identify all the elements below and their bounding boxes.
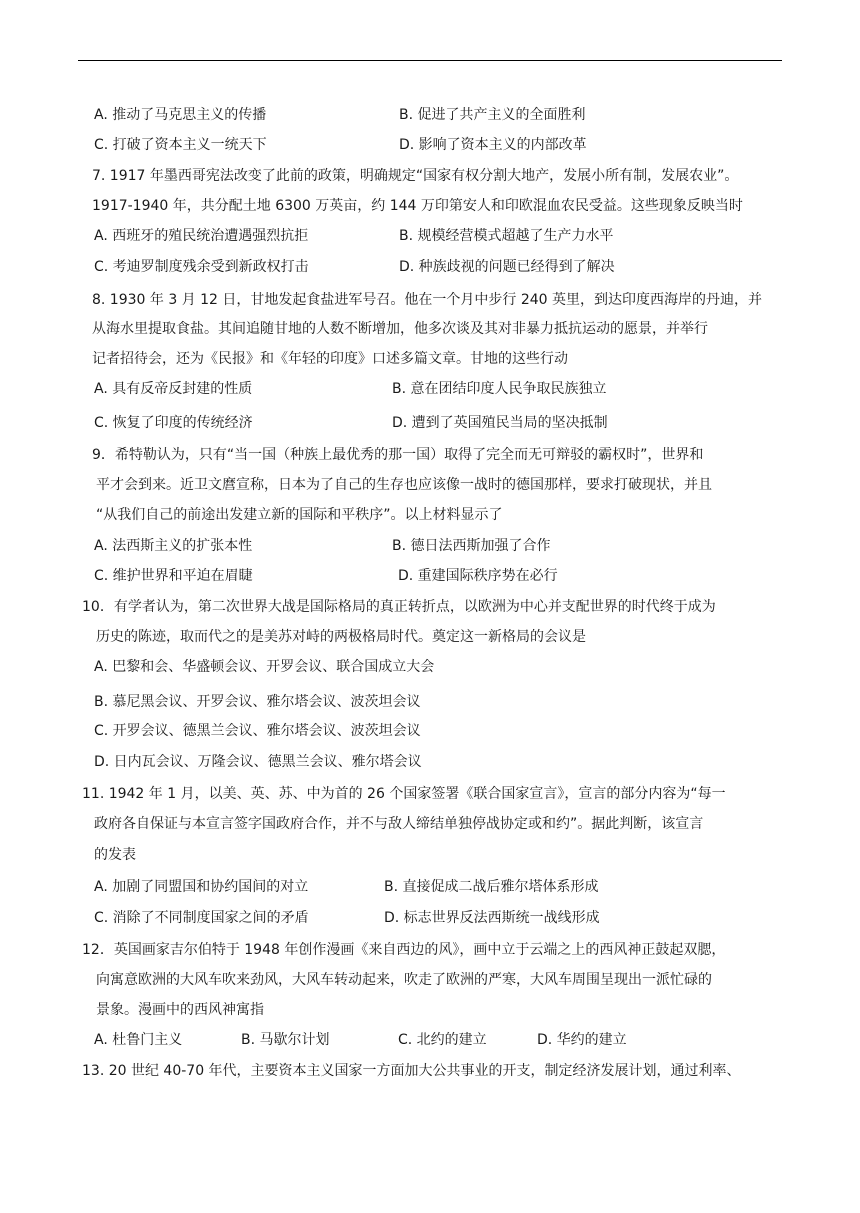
q12-option-a: A. 杜鲁门主义	[94, 1032, 183, 1048]
q6-option-b: B. 促进了共产主义的全面胜利	[399, 107, 586, 123]
q9-option-b: B. 德日法西斯加强了合作	[392, 538, 551, 554]
q8-option-c: C. 恢复了印度的传统经济	[94, 415, 253, 431]
q9-option-c: C. 维护世界和平迫在眉睫	[94, 568, 253, 584]
q9-stem-line-3: “从我们自己的前途出发建立新的国际和平秩序”。以上材料显示了	[96, 507, 503, 523]
q8-stem-line-2: 从海水里提取食盐。其间追随甘地的人数不断增加，他多次谈及其对非暴力抵抗运动的愿景，并举行	[92, 321, 708, 337]
q12-option-c: C. 北约的建立	[398, 1032, 487, 1048]
q8-option-a: A. 具有反帝反封建的性质	[94, 381, 253, 397]
q8-stem-line-1: 8. 1930 年 3 月 12 日，甘地发起食盐进军号召。他在一个月中步行 240 英里，到达印度西海岸的丹迪，并	[92, 292, 763, 308]
q7-stem-line-1: 7. 1917 年墨西哥宪法改变了此前的政策，明确规定“国家有权分割大地产，发展小所有制，发展农业”。	[92, 168, 739, 184]
q12-option-d: D. 华约的建立	[537, 1032, 627, 1048]
q7-option-c: C. 考迪罗制度残余受到新政权打击	[94, 259, 309, 275]
q11-stem-line-1: 11. 1942 年 1 月，以美、英、苏、中为首的 26 个国家签署《联合国家宣言》，宣言的部分内容为“每一	[82, 786, 726, 802]
q11-stem-line-2: 政府各自保证与本宣言签字国政府合作，并不与敌人缔结单独停战协定或和约”。据此判断，该宣言	[94, 816, 704, 832]
q11-option-d: D. 标志世界反法西斯统一战线形成	[384, 910, 600, 926]
q10-option-b: B. 慕尼黑会议、开罗会议、雅尔塔会议、波茨坦会议	[94, 694, 421, 710]
q7-stem-line-2: 1917-1940 年，共分配土地 6300 万英亩，约 144 万印第安人和印欧混血农民受益。这些现象反映当时	[92, 198, 743, 214]
q6-option-d: D. 影响了资本主义的内部改革	[399, 137, 587, 153]
header-rule	[78, 60, 782, 61]
q10-option-c: C. 开罗会议、德黑兰会议、雅尔塔会议、波茨坦会议	[94, 723, 421, 739]
q11-stem-line-3: 的发表	[94, 847, 136, 863]
q12-stem-line-1: 12．英国画家吉尔伯特于 1948 年创作漫画《来自西边的风》，画中立于云端之上的西风神正鼓起双腮，	[82, 942, 726, 958]
q9-option-d: D. 重建国际秩序势在必行	[398, 568, 558, 584]
q9-option-a: A. 法西斯主义的扩张本性	[94, 538, 253, 554]
q10-stem-line-1: 10．有学者认为，第二次世界大战是国际格局的真正转折点，以欧洲为中心并支配世界的时代终于成为	[82, 599, 716, 615]
q8-stem-line-3: 记者招待会，还为《民报》和《年轻的印度》口述多篇文章。甘地的这些行动	[92, 351, 568, 367]
q6-option-a: A. 推动了马克思主义的传播	[94, 107, 267, 123]
q12-stem-line-2: 向寓意欧洲的大风车吹来劲风，大风车转动起来，吹走了欧洲的严寒，大风车周围呈现出一派忙碌的	[96, 972, 712, 988]
q10-option-a: A. 巴黎和会、华盛顿会议、开罗会议、联合国成立大会	[94, 659, 435, 675]
q10-stem-line-2: 历史的陈迹，取而代之的是美苏对峙的两极格局时代。奠定这一新格局的会议是	[96, 629, 586, 645]
q8-option-b: B. 意在团结印度人民争取民族独立	[392, 381, 607, 397]
q7-option-d: D. 种族歧视的问题已经得到了解决	[399, 259, 615, 275]
q7-option-a: A. 西班牙的殖民统治遭遇强烈抗拒	[94, 228, 309, 244]
q9-stem-line-2: 平才会到来。近卫文麿宣称，日本为了自己的生存也应该像一战时的德国那样，要求打破现状，并且	[96, 477, 712, 493]
q7-option-b: B. 规模经营模式超越了生产力水平	[399, 228, 614, 244]
q11-option-a: A. 加剧了同盟国和协约国间的对立	[94, 879, 309, 895]
q10-option-d: D. 日内瓦会议、万隆会议、德黑兰会议、雅尔塔会议	[94, 754, 422, 770]
q13-stem-line-1: 13. 20 世纪 40-70 年代，主要资本主义国家一方面加大公共事业的开支，制定经济发展计划，通过利率、	[82, 1063, 741, 1079]
q8-option-d: D. 遭到了英国殖民当局的坚决抵制	[392, 415, 608, 431]
q9-stem-line-1: 9．希特勒认为，只有“当一国（种族上最优秀的那一国）取得了完全而无可辩驳的霸权时”，世界和	[92, 447, 704, 463]
q6-option-c: C. 打破了资本主义一统天下	[94, 137, 267, 153]
q11-option-c: C. 消除了不同制度国家之间的矛盾	[94, 910, 309, 926]
q12-option-b: B. 马歇尔计划	[241, 1032, 330, 1048]
q12-stem-line-3: 景象。漫画中的西风神寓指	[96, 1002, 264, 1018]
q11-option-b: B. 直接促成二战后雅尔塔体系形成	[384, 879, 599, 895]
